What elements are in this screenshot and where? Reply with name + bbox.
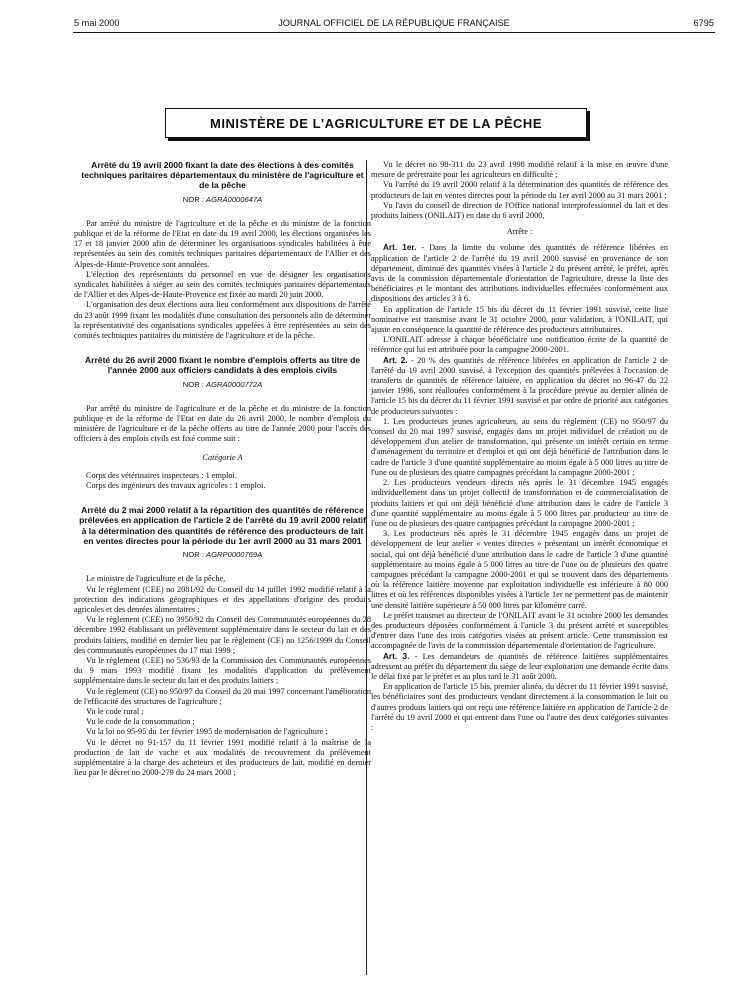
nor-code: AGRA0000647A bbox=[206, 194, 263, 204]
article-2 bbox=[371, 356, 668, 417]
paragraph: Vu le règlement (CEE) no 2081/92 du Conseil du 14 juillet 1992 modifié relatif à la protection des indications géographiques et des appellations d'origine des produits agricoles et des denrées alimentaires ; bbox=[74, 584, 371, 614]
arrete-3-title: Arrêté du 2 mai 2000 relatif à la répartition des quantités de référence prélevées en application de l'article 2 de l'arrêté du 19 avril 2000 relatif à la détermination des quantités de référence des producteurs de lait en ventes directes pour la période du 1er avril 2000 au 31 mars 2001 bbox=[79, 505, 366, 546]
paragraph: Corps des ingénieurs des travaux agricoles : 1 emploi. bbox=[86, 481, 266, 491]
article-text: - Les demandeurs de quantités de référence laitières supplémentaires adressent au préfet du département du siège de leur exploitation une demande écrite dans le délai fixé par le préfet et au plus tard le 31 août 2000. bbox=[371, 651, 668, 681]
nor-label: NOR : bbox=[182, 194, 204, 204]
article-label: Art. 1er. bbox=[383, 243, 417, 253]
article-label: Art. 2. bbox=[383, 355, 408, 365]
nor-label: NOR : bbox=[182, 379, 204, 389]
nor-code: AGRA0000772A bbox=[206, 379, 263, 389]
nor-label: NOR : bbox=[182, 550, 204, 560]
paragraph: Vu le règlement (CEE) no 536/93 de la Commission des Communautés européennes du 9 mars 1993 modifié fixant les modalités d'application du prélèvement supplémentaire dans le secteur du lait et des produits laitiers ; bbox=[74, 655, 371, 686]
paragraph: Le préfet transmet au directeur de l'ONILAIT avant le 31 octobre 2000 les demandes des producteurs déposées conformément à l'article 3 du présent arrêté et susceptibles d'entrer dans l'une des trois catégories visées au présent article. Cette transmission est accompagnée de l'avis de la commission départementale d'orientation de l'agriculture. bbox=[371, 610, 668, 651]
header-journal-title: JOURNAL OFFICIEL DE LA RÉPUBLIQUE FRANÇAISE bbox=[278, 18, 510, 28]
header-page-number: 6795 bbox=[693, 18, 714, 28]
list-item: 1. Les producteurs jeunes agriculteurs, au sens du règlement (CE) no 950/97 du conseil du 20 mai 1997 susvisé, engagés dans un projet individuel de création ou de développement d'un atelier de transformation, qui présente un intérêt certain en terme d'aménagement du territoire et d'emploi et qui ont déjà bénéficié de l'attribution dans le cadre de l'article 3 d'une quantité supplémentaire au moins égale à 5 000 litres au titre de l'une ou de plusieurs des quatre campagnes précédant la campagne 2000-2001 ; bbox=[371, 416, 668, 477]
header-date: 5 mai 2000 bbox=[74, 18, 120, 28]
paragraph: Vu le décret no 91-157 du 11 février 1991 modifié relatif à la maîtrise de la production de lait de vache et aux modalités de recouvrement du prélèvement supplémentaire à la charge des acheteurs et des producteurs de lait, modifié en dernier lieu par le décret no 2000-279 du 24 mars 2000 ; bbox=[74, 737, 371, 778]
paragraph: En application de l'article 15 bis, premier alinéa, du décret du 11 février 1991 susvisé, les bénéficiaires sont des producteurs vendant directement à la consommation le lait ou d'autres produits laitiers qui ont reçu une référence laitière en application de l'article 2 de l'arrêté du 19 avril 2000 et qui entrent dans l'une ou l'autre des deux catégories suivantes : bbox=[371, 682, 668, 732]
paragraph: En application de l'article 15 bis du décret du 11 février 1991 susvisé, cette liste nominative est transmise avant le 31 octobre 2000, pour validation, à l'ONILAIT, qui ajuste en conséquence la quantité de référence des producteurs attributaires. bbox=[371, 304, 668, 335]
paragraph: Vu le décret no 98-311 du 23 avril 1998 modifié relatif à la mise en œuvre d'une mesure de préretraite pour les agriculteurs en difficulté ; bbox=[371, 160, 668, 180]
left-column bbox=[74, 160, 371, 778]
right-column bbox=[371, 160, 668, 733]
paragraph: Vu la loi no 95-95 du 1er février 1995 de modernisation de l'agriculture ; bbox=[86, 727, 328, 737]
arrete-heading: Arrête : bbox=[506, 227, 533, 237]
nor-code: AGRP0000769A bbox=[206, 550, 263, 560]
paragraph: Vu le code rural ; bbox=[86, 706, 144, 716]
article-text: - Dans la limite du volume des quantités de référence libérées en application de l'article 2 de l'arrêté du 19 avril 2000 susvisé en provenance de son département, diminué des quantités visées à l'article 2 du présent arrêté, le préfet, après avis de la commission départementale d'orientation de l'agriculture, dresse la liste des bénéficiaires et le montant des attributions individuelles effectuées conformément aux dispositions des articles 3 à 6. bbox=[371, 243, 668, 304]
article-text: - 20 % des quantités de référence libérées en application de l'article 2 de l'arrêté du 19 avril 2000 susvisé, à l'exception des quantités prélevées à l'occasion de transferts de quantités de référence laitière, en application du décret no 96-47 du 22 janvier 1996, sont réallouées conformément à la procédure prévue au dernier alinéa de l'article 15 bis du décret du 11 février 1991 susvisé et par ordre de priorité aux catégories de producteurs suivantes : bbox=[371, 355, 668, 416]
running-header bbox=[74, 18, 714, 32]
paragraph: Vu le règlement (CE) no 950/97 du Conseil du 20 mai 1997 concernant l'amélioration de l'efficacité des structures de l'agriculture ; bbox=[74, 686, 371, 706]
paragraph: Vu l'avis du conseil de direction de l'Office national interprofessionnel du lait et des produits laitiers (ONILAIT) en date du 6 avril 2000, bbox=[371, 200, 668, 221]
paragraph: Par arrêté du ministre de l'agriculture et de la pêche et du ministre de la fonction publique et de la réforme de l'Etat en date du 19 avril 2000, les élections organisées les 17 et 18 janvier 2000 afin de déterminer les organisations syndicales habilitées à être représentées au sein des comités techniques paritaires départementaux de l'Allier et des Alpes-de-Haute-Provence sont annulées. bbox=[74, 218, 371, 269]
paragraph: Vu le code de la consommation ; bbox=[86, 717, 195, 727]
arrete-1-nor bbox=[74, 195, 371, 205]
paragraph: L'ONILAIT adresse à chaque bénéficiaire une notification écrite de la quantité de référence qui lui est attribuée pour la campagne 2000-2001. bbox=[371, 335, 668, 355]
article-label: Art. 3. bbox=[383, 651, 410, 661]
paragraph: Le ministre de l'agriculture et de la pêche, bbox=[86, 574, 226, 584]
arrete-2-nor bbox=[74, 380, 371, 390]
paragraph: Par arrêté du ministre de l'agriculture et de la pêche et du ministre de la fonction publique et de la réforme de l'Etat en date du 26 avril 2000, le nombre d'emplois du ministère de l'agriculture et de la pêche offerts au titre de l'année 2000 pour l'accès des officiers à des emplois civils est fixé comme suit : bbox=[74, 403, 371, 444]
ministry-banner: MINISTÈRE DE L'AGRICULTURE ET DE LA PÊCHE bbox=[165, 108, 587, 138]
paragraph: L'élection des représentants du personnel en vue de désigner les organisations syndicales habilitées à siéger au sein des comités techniques paritaires départementaux de l'Allier et des Alpes-de-Haute-Provence est fixée au mardi 20 juin 2000. bbox=[74, 269, 371, 300]
paragraph: Corps des vétérinaires inspecteurs : 1 emploi. bbox=[86, 470, 237, 480]
arrete-1-title: Arrêté du 19 avril 2000 fixant la date des élections à des comités techniques paritaires départementaux du ministère de l'agriculture et de la pêche bbox=[81, 160, 364, 191]
article-3 bbox=[371, 652, 668, 683]
paragraph: Vu l'arrêté du 19 avril 2000 relatif à la détermination des quantités de référence des producteurs de lait en ventes directes pour la période du 1er avril 2000 au 31 mars 2001 ; bbox=[371, 180, 668, 200]
paragraph: Vu le règlement (CEE) no 3950/92 du Conseil des Communautés européennes du 28 décembre 1992 établissant un prélèvement supplémentaire dans le secteur du lait et des produits laitiers, modifié en dernier lieu par le règlement (CE) no 1256/1999 du Conseil des communautés européennes du 17 mai 1999 ; bbox=[74, 615, 371, 655]
arrete-3-nor bbox=[74, 550, 371, 560]
category-heading: Catégorie A bbox=[202, 452, 243, 462]
article-1 bbox=[371, 243, 668, 304]
list-item: 3. Les producteurs nés après le 31 décembre 1945 engagés dans un projet de développement de leur atelier « ventes directes » présentant un intérêt économique et social, qui ont déjà bénéficié d'une attribution dans le cadre de l'article 3 d'une quantité supplémentaire au moins égale à 5 000 litres au titre de l'une ou de plusieurs des quatre campagnes précédant la campagne 2000-2001 et qui se trouvent dans des départements où la référence laitière moyenne par exploitation individuelle est inférieure à 80 000 litres et où les références disponibles visées à l'article 1er ne permettent pas de maintenir une densité laitière supérieure à 50 000 litres par kilomètre carré. bbox=[371, 529, 668, 610]
header-rule bbox=[73, 32, 715, 33]
paragraph: L'organisation des deux élections aura lieu conformément aux dispositions de l'arrêté du 23 août 1999 fixant les modalités d'une consultation des personnels afin de déterminer la représentativité des organisations syndicales appelées à être représentées au sein des comités techniques paritaires du ministère de l'agriculture et de la pêche. bbox=[74, 300, 371, 341]
arrete-2-title: Arrêté du 26 avril 2000 fixant le nombre d'emplois offerts au titre de l'année 2000 aux officiers candidats à des emplois civils bbox=[84, 355, 361, 376]
list-item: 2. Les producteurs vendeurs directs nés après le 31 décembre 1945 engagés individuellement dans un projet collectif de transformation et de commercialisation de produits laitiers et qui ont déjà bénéficié d'une attribution dans le cadre de l'article 3 d'une quantité supplémentaire au moins égale à 5 000 litres par producteur au titre de l'une ou de plusieurs des quatre campagnes précédant la campagne 2000-2001 ; bbox=[371, 478, 668, 528]
